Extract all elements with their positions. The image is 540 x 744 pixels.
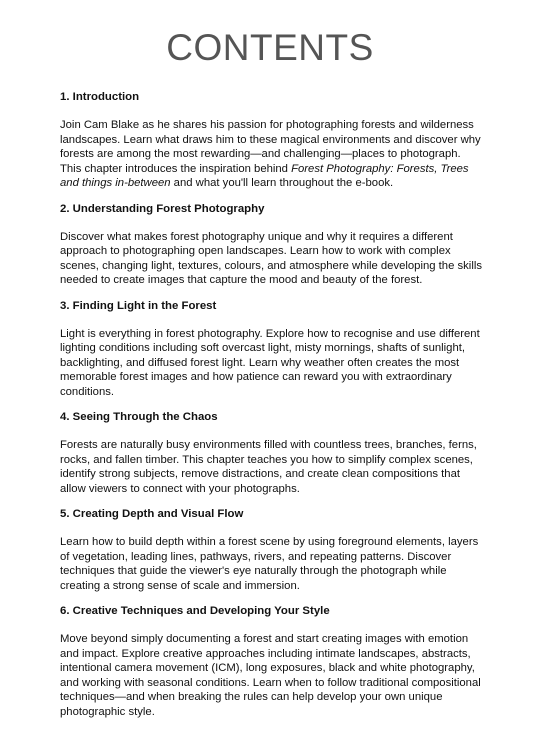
- section-understanding-forest-photography: [60, 202, 484, 288]
- section-heading: 3. Finding Light in the Forest: [60, 299, 217, 312]
- section-description: Discover what makes forest photography unique and why it requires a different approach to photographing open landscapes. Learn how to work with complex scenes, changing light, textures, colours, and atmosphere while developing the skills needed to create images that capture the mood and beauty of the forest.: [60, 230, 482, 286]
- section-finding-light: [60, 299, 484, 400]
- book-title-italic: Forest Photography: Forests, Trees and things in-between: [60, 162, 469, 189]
- section-heading: 5. Creating Depth and Visual Flow: [60, 508, 244, 520]
- section-heading: 6. Creative Techniques and Developing Your Style: [60, 605, 330, 617]
- section-description: Learn how to build depth within a forest scene by using foreground elements, layers of vegetation, leading lines, pathways, rivers, and repeating patterns. Discover techniques that guide the viewer's eye naturally through the photograph while creating a strong sense of scale and immersion.: [60, 536, 479, 592]
- section-heading: 4. Seeing Through the Chaos: [60, 411, 218, 423]
- section-description: [60, 118, 484, 191]
- section-depth-visual-flow: [60, 507, 484, 593]
- section-heading: 1. Introduction: [60, 91, 140, 103]
- section-creative-techniques: [60, 604, 484, 719]
- page-title: CONTENTS: [166, 27, 374, 68]
- section-description: Move beyond simply documenting a forest and start creating images with emotion and impact. Explore creative approaches including intimate landscapes, abstracts, intentional camera movement (ICM), long exposures, black and white photography, and working with seasonal conditions. Learn when to follow traditional compositional techniques—and when breaking the rules can help develop your own unique photographic style.: [60, 633, 481, 718]
- contents-list: [60, 90, 484, 730]
- description-text-end: and what you'll learn throughout the e-book.: [170, 177, 394, 189]
- section-heading: 2. Understanding Forest Photography: [60, 202, 265, 215]
- section-description: Light is everything in forest photography. Explore how to recognise and use different lighting conditions including soft overcast light, misty mornings, shafts of sunlight, backlighting, and diffused forest light. Learn why weather often creates the most memorable forest images and how patience can reward you with extraordinary conditions.: [60, 327, 480, 398]
- section-description: Forests are naturally busy environments filled with countless trees, branches, ferns, rocks, and fallen timber. This chapter teaches you how to simplify complex scenes, identify strong subjects, remove distractions, and create clean compositions that allow viewers to connect with your photographs.: [60, 439, 477, 495]
- section-seeing-through-chaos: [60, 410, 484, 496]
- description-text: Join Cam Blake as he shares his passion for photographing forests and wilderness landscapes. Learn what draws him to these magical environments and discover why forests are among the most rewarding—and challenging—places to photograph. This chapter introduces the inspiration behind: [60, 119, 481, 175]
- section-introduction: [60, 90, 484, 191]
